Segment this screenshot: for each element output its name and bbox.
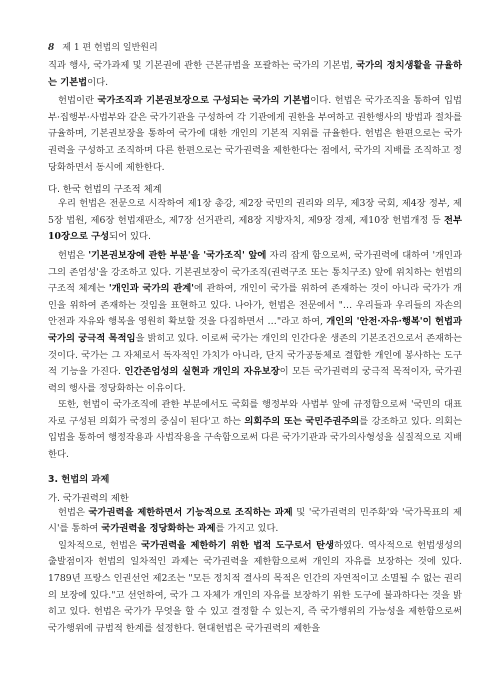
p4-bold-3: 개인의 '안전·자유·행복'이 헌법과 국가의 궁극적 목적임: [48, 316, 462, 344]
paragraph-5: [48, 397, 462, 463]
p4-text-3: 에 관하여, 개인이 국가를 위하여 존재하는 것이 아니라 국가가 개인을 위하여 존재하는 것임을 표현하고 있다. 나아가, 헌법은 전문에서 "… 우리들과 우리들의 자손의 안전과 자유와 행복을 영원히 확보할 것을 다짐하면서 …"라고 하여,: [48, 283, 463, 328]
p1-text-2: 이다.: [87, 76, 109, 88]
section-heading-ga: 가. 국가권력의 제한: [48, 492, 129, 504]
section-heading-da: 다. 한국 헌법의 구조적 체계: [48, 184, 162, 196]
p3-text-2: 되어 있다.: [109, 231, 151, 243]
page: [48, 40, 462, 637]
p4-text-4: 을 밝히고 있다. 이로써 국가는 개인의 인간다운 생존의 기본조건으로서 존재하는 것이다. 국가는 그 자체로서 독자적인 가치가 아니라, 단지 국가공동체로 결합한 개인에 봉사하는 도구적 기능을 가진다.: [48, 332, 462, 378]
section-heading-3: 3. 헌법의 과제: [48, 473, 110, 485]
p4-text-5: 이 모든 국가권력의 궁극적 목적이자, 국가권력의 행사를 정당화하는 이유이다.: [48, 366, 463, 394]
paragraph-4: [48, 248, 462, 397]
p1-bold-1: 국가의 정치생활을 규율하는 기본법: [48, 60, 462, 88]
p7-bold-1: 국가권력을 제한하기 위한 법적 도구로서 탄생: [141, 539, 334, 551]
p2-bold-1: 국가조직과 기본권보장으로 구성되는 국가의 기본법: [97, 95, 311, 107]
paragraph-7: [48, 538, 462, 638]
page-number: 8: [48, 43, 55, 53]
p5-text-1: 또한, 헌법이 국가조직에 관한 부분에서도 국회를 행정부와 사법부 앞에 규정함으로써 '국민의 대표자로 구성된 의회가 국정의 중심이 된다'고 하는: [48, 399, 462, 427]
p2-text-1: 헌법이란: [58, 95, 98, 107]
p7-text-2: 하였다. 역사적으로 헌법생성의 출발점이자 헌법의 일차적인 과제는 국가권력을 제한함으로써 개인의 자유를 보장하는 것에 있다. 1789년 프랑스 인권선언 제2조는 "모든 정치적 결사의 목적은 인간의 자연적이고 소멸될 수 없는 권리의 보장에 있다."고 선언하여, 국가 그 자체가 개인의 자유를 보장하기 위한 도구에 불과하다는 것을 밝히고 있다. 헌법은 국가가 무엇을 할 수 있고 결정할 수 있는지, 즉 국가행위의 가능성을 제한함으로써 국가행위에 규범적 한계를 설정한다. 현대헌법은 국가권력의 제한을: [48, 539, 462, 634]
p6-text-1: 헌법은: [58, 506, 89, 518]
p2-text-2: 이다. 헌법은 국가조직을 통하여 입법부·집행부·사법부와 같은 국가기관을 구성하여 각 기관에게 권한을 부여하고 권한행사의 방법과 절차를 규율하며, 기본권보장을 통하여 국가에 대한 개인의 기본적 지위를 규율한다. 헌법은 한편으로는 국가권력을 구성하고 조직하며 다른 한편으로는 국가권력을 제한한다는 점에서, 국가의 지배를 조직하고 정당화하면서 동시에 제한한다.: [48, 95, 462, 173]
page-header: [48, 40, 462, 58]
paragraph-6: [48, 505, 462, 538]
p4-bold-1: '기본권보장에 관한 부분'을 '국가조직' 앞에: [88, 249, 267, 261]
p5-text-2: 를 강조하고 있다. 의회는 입법을 통하여 행정작용과 사법작용을 구속함으로써 다른 국가기관과 국가의사형성을 실질적으로 지배한다.: [48, 415, 462, 461]
chapter-title: 제 1 편 헌법의 일반원리: [62, 43, 158, 53]
p4-text-1: 헌법은: [58, 249, 89, 261]
p6-text-3: 를 가지고 있다.: [215, 523, 279, 535]
p3-bold-1: 전부 10장으로 구성: [48, 214, 462, 243]
p4-text-2: 자리 잡게 함으로써, 국가권력에 대하여 '개인과 그의 존엄성'을 강조하고 있다. 기본권보장이 국가조직(권력구조 또는 통치구조) 앞에 위치하는 헌법의 구조적 체계는: [48, 249, 462, 295]
p7-text-1: 일차적으로, 헌법은: [58, 539, 142, 551]
paragraph-2: [48, 93, 462, 176]
p6-bold-1: 국가권력을 제한하면서 기능적으로 조직하는 과제: [88, 506, 293, 518]
p6-text-2: 및 '국가권력의 민주화'와 '국가목표의 제시'를 통하여: [48, 506, 462, 535]
p5-bold-1: 의회주의 또는 국민주권주의: [244, 415, 360, 427]
p1-text-1: 직과 행사, 국가과제 및 기본권에 관한 근본규범을 포괄하는 국가의 기본법,: [48, 60, 357, 71]
paragraph-1: [48, 58, 462, 91]
p3-text-1: 우리 헌법은 전문으로 시작하여 제1장 총강, 제2장 국민의 권리와 의무, 제3장 국회, 제4장 정부, 제5장 법원, 제6장 헌법재판소, 제7장 선거관리, 제8장 지방자치, 제9장 경제, 제10장 헌법개정 등: [48, 198, 462, 226]
paragraph-3: [48, 196, 462, 246]
p4-bold-2: '개인과 국가의 관계': [108, 283, 195, 295]
p6-bold-2: 국가권력을 정당화하는 과제: [101, 523, 216, 535]
p4-bold-4: 인간존엄성의 실현과 개인의 자유보장: [124, 366, 280, 378]
